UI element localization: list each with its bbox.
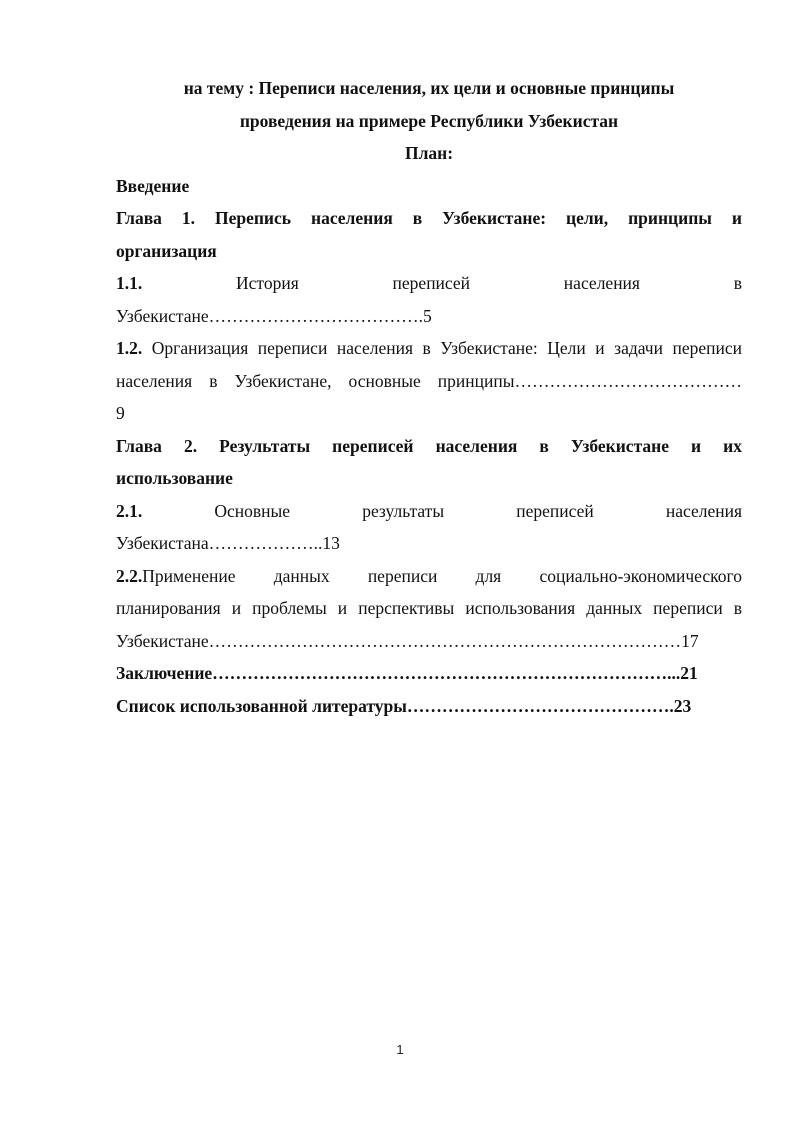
toc-section-1-2-line-1 xyxy=(116,332,742,365)
toc-section-2-2-line-2: планирования и проблемы и перспективы использования данных переписи в xyxy=(116,598,742,618)
document-page xyxy=(116,72,742,722)
toc-section-1-2-title: Организация переписи населения в Узбекистане: Цели и задачи переписи xyxy=(142,338,742,358)
toc-section-2-2-line-3: Узбекистане………………………………………………………………………17 xyxy=(116,630,699,651)
toc-introduction: Введение xyxy=(116,175,190,196)
toc-section-2-2-number: 2.2. xyxy=(116,565,143,586)
page-number: 1 xyxy=(396,1042,404,1057)
toc-section-1-2-number: 1.2. xyxy=(116,338,143,358)
toc-section-1-1-line-2: Узбекистане……………………………….5 xyxy=(116,305,432,326)
toc-section-2-2-title: Применение данных переписи для социально-экономического xyxy=(142,565,742,586)
toc-section-1-1-line-1 xyxy=(116,267,742,300)
toc-section-2-1-number: 2.1. xyxy=(116,500,143,521)
toc-section-2-2-line-1 xyxy=(116,560,742,593)
toc-chapter-2-heading-line-1: Глава 2. Результаты переписей населения в Узбекистане и их xyxy=(116,435,742,456)
toc-chapter-2-heading-line-2: использование xyxy=(116,468,233,488)
toc-conclusion: Заключение……………………………………………………………………...21 xyxy=(116,663,698,683)
toc-section-1-1-number: 1.1. xyxy=(116,273,143,293)
toc-section-2-1-line-2: Узбекистана………………..13 xyxy=(116,533,340,553)
toc-chapter-1-heading-line-1: Глава 1. Перепись населения в Узбекистане: цели, принципы и xyxy=(116,208,742,228)
toc-section-1-2-page: 9 xyxy=(116,403,125,423)
toc-references: Список использованной литературы……………………………………….23 xyxy=(116,695,692,716)
toc-chapter-1-heading-line-2: организация xyxy=(116,240,217,261)
toc-section-1-2-line-2: населения в Узбекистане, основные принципы………………………………… xyxy=(116,370,742,391)
toc-section-2-1-line-1 xyxy=(116,495,742,528)
document-title-line-2: проведения на примере Республики Узбекистан xyxy=(239,110,619,131)
document-title-line-1: на тему : Переписи населения, их цели и основные принципы xyxy=(183,78,675,98)
toc-section-2-1-title: Основные результаты переписей населения xyxy=(214,500,743,521)
plan-heading: План: xyxy=(404,143,454,163)
toc-section-1-1-title: История переписей населения в xyxy=(236,273,743,293)
